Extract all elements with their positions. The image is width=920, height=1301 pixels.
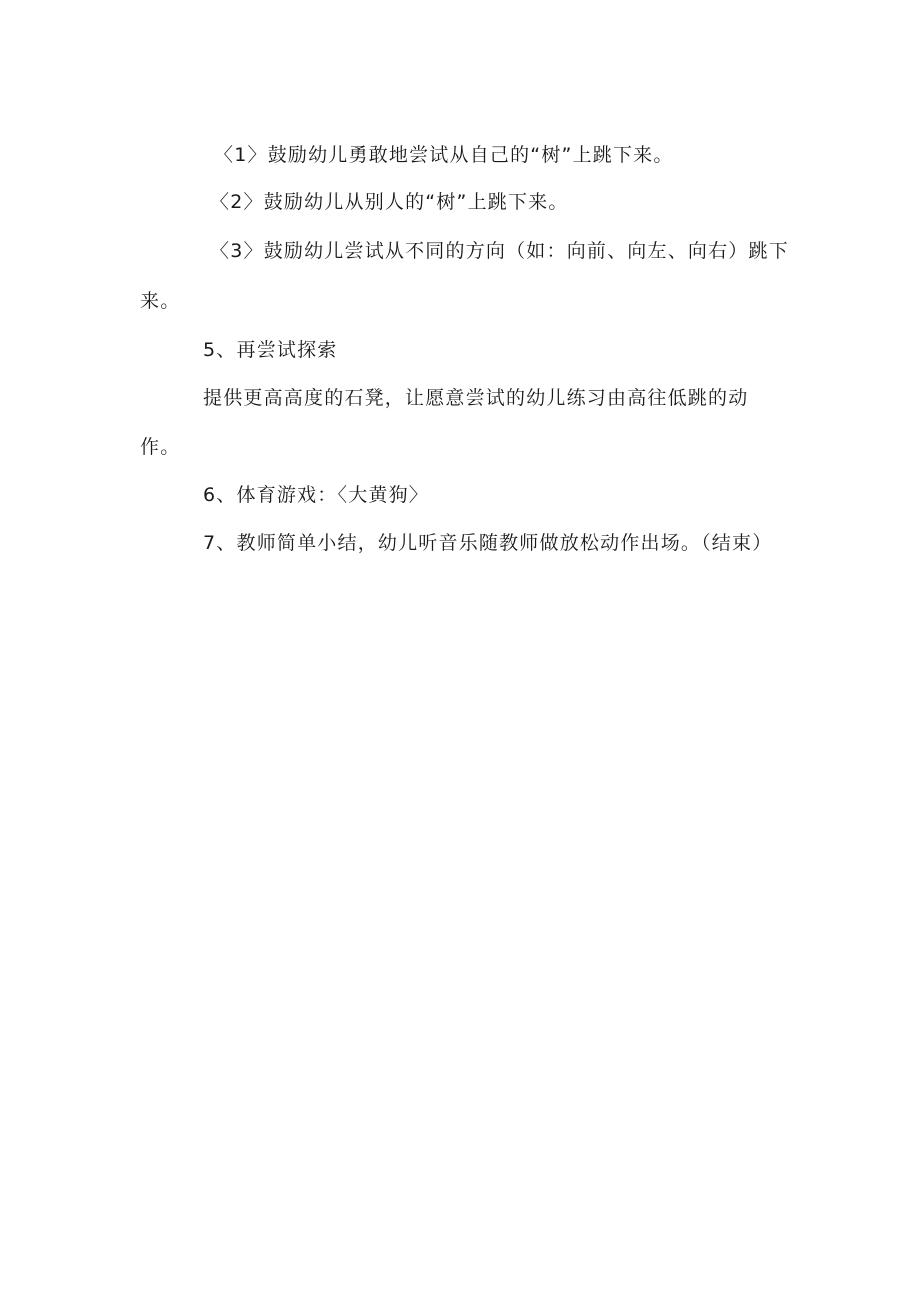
step-4-item-3-line-1: 〈3〉鼓励幼儿尝试从不同的方向（如：向前、向左、向右）跳下 (210, 240, 789, 262)
step-5-heading: 5、再尝试探索 (203, 339, 338, 361)
step-6-heading: 6、体育游戏：〈大黄狗〉 (203, 484, 429, 506)
step-5-body-line-2: 作。 (140, 436, 181, 458)
step-7-heading: 7、教师简单小结，幼儿听音乐随教师做放松动作出场。（结束） (203, 532, 773, 554)
step-4-item-1: 〈1〉鼓励幼儿勇敢地尝试从自己的“树”上跳下来。 (214, 144, 674, 166)
step-4-item-3-line-2: 来。 (140, 290, 181, 312)
step-5-body-line-1: 提供更高高度的石凳，让愿意尝试的幼儿练习由高往低跳的动 (203, 387, 749, 409)
step-4-item-2: 〈2〉鼓励幼儿从别人的“树”上跳下来。 (210, 191, 569, 213)
